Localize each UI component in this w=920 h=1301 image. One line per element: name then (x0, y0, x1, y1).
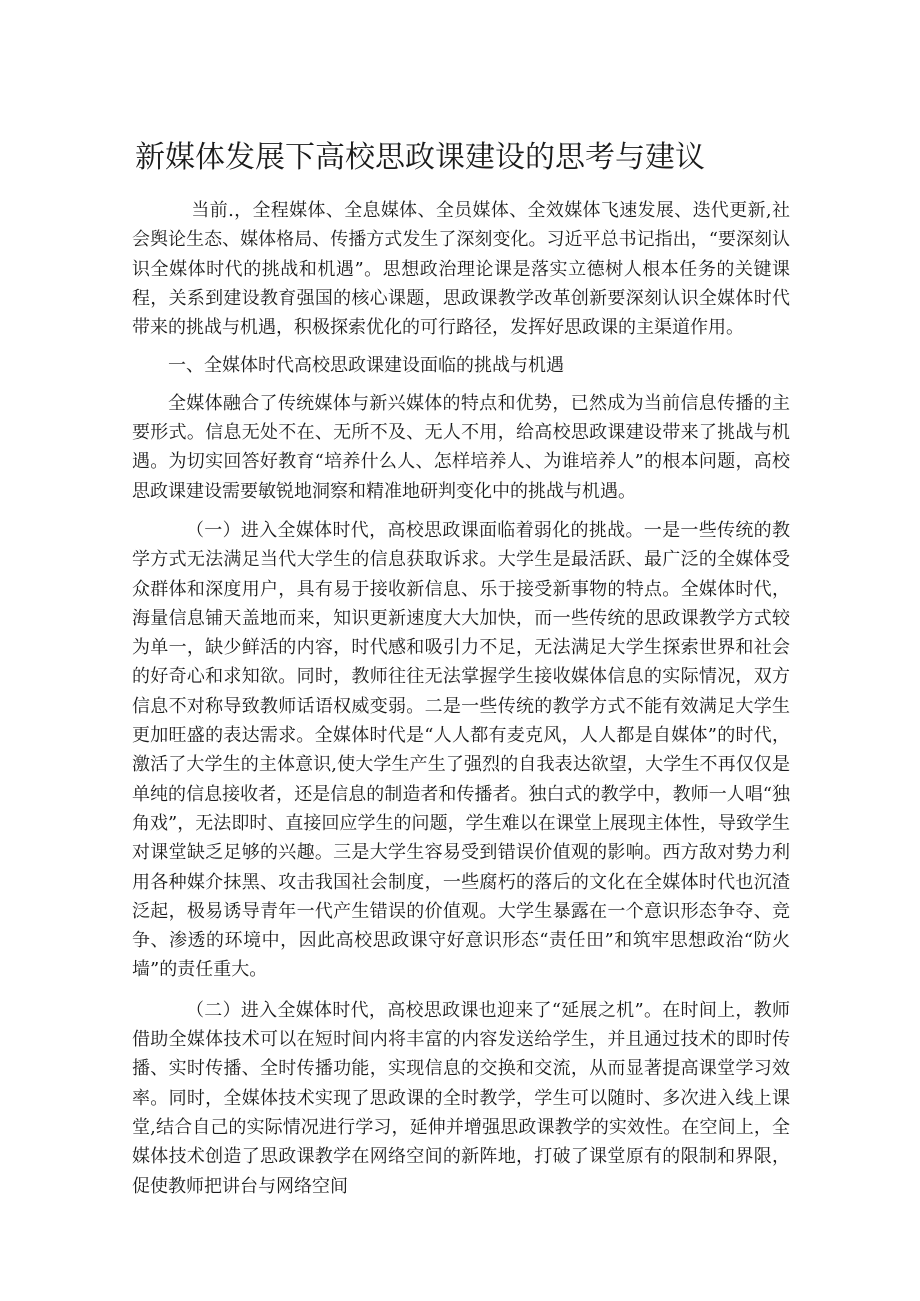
intro-paragraph: 当前.，全程媒体、全息媒体、全员媒体、全效媒体飞速发展、迭代更新,社会舆论生态、媒体格局、传播方式发生了深刻变化。习近平总书记指出，“要深刻认识全媒体时代的挑战和机遇”。思想政治理论课是落实立德树人根本任务的关键课程，关系到建设教育强国的核心课题，思政课教学改革创新要深刻认识全媒体时代带来的挑战与机遇，积极探索优化的可行路径，发挥好思政课的主渠道作用。 (132, 200, 790, 339)
section-heading: 一、全媒体时代高校思政课建设面临的挑战与机遇 (168, 355, 564, 377)
challenge-paragraph: （一）进入全媒体时代，高校思政课面临着弱化的挑战。一是一些传统的教学方式无法满足当代大学生的信息获取诉求。大学生是最活跃、最广泛的全媒体受众群体和深度用户，具有易于接收新信息、乐于接受新事物的特点。全媒体时代，海量信息铺天盖地而来，知识更新速度大大加快，而一些传统的思政课教学方式较为单一，缺少鲜活的内容，时代感和吸引力不足，无法满足大学生探索世界和社会的好奇心和求知欲。同时，教师往往无法掌握学生接收媒体信息的实际情况，双方信息不对称导致教师话语权威变弱。二是一些传统的教学方式不能有效满足大学生更加旺盛的表达需求。全媒体时代是“人人都有麦克风，人人都是自媒体”的时代，激活了大学生的主体意识,使大学生产生了强烈的自我表达欲望，大学生不再仅仅是单纯的信息接收者，还是信息的制造者和传播者。独白式的教学中，教师一人唱“独角戏”，无法即时、直接回应学生的问题，学生难以在课堂上展现主体性，导致学生对课堂缺乏足够的兴趣。三是大学生容易受到错误价值观的影响。西方敌对势力利用各种媒介抹黑、攻击我国社会制度，一些腐朽的落后的文化在全媒体时代也沉渣泛起，极易诱导青年一代产生错误的价值观。大学生暴露在一个意识形态争夺、竞争、渗透的环境中，因此高校思政课守好意识形态“责任田”和筑牢思想政治“防火墙”的责任重大。 (132, 519, 790, 981)
document-body (132, 196, 790, 1201)
opportunity-paragraph: （二）进入全媒体时代，高校思政课也迎来了“延展之机”。在时间上，教师借助全媒体技术可以在短时间内将丰富的内容发送给学生，并且通过技术的即时传播、实时传播、全时传播功能，实现信息的交换和交流，从而显著提高课堂学习效率。同时，全媒体技术实现了思政课的全时教学，学生可以随时、多次进入线上课堂,结合自己的实际情况进行学习，延伸并增强思政课教学的实效性。在空间上，全媒体技术创造了思政课教学在网络空间的新阵地，打破了课堂原有的限制和界限，促使教师把讲台与网络空间 (132, 999, 790, 1197)
document-title: 新媒体发展下高校思政课建设的思考与建议 (135, 140, 705, 175)
section-intro-paragraph: 全媒体融合了传统媒体与新兴媒体的特点和优势，已然成为当前信息传播的主要形式。信息无处不在、无所不及、无人不用，给高校思政课建设带来了挑战与机遇。为切实回答好教育“培养什么人、怎样培养人、为谁培养人”的根本问题，高校思政课建设需要敏锐地洞察和精准地研判变化中的挑战与机遇。 (132, 392, 790, 502)
